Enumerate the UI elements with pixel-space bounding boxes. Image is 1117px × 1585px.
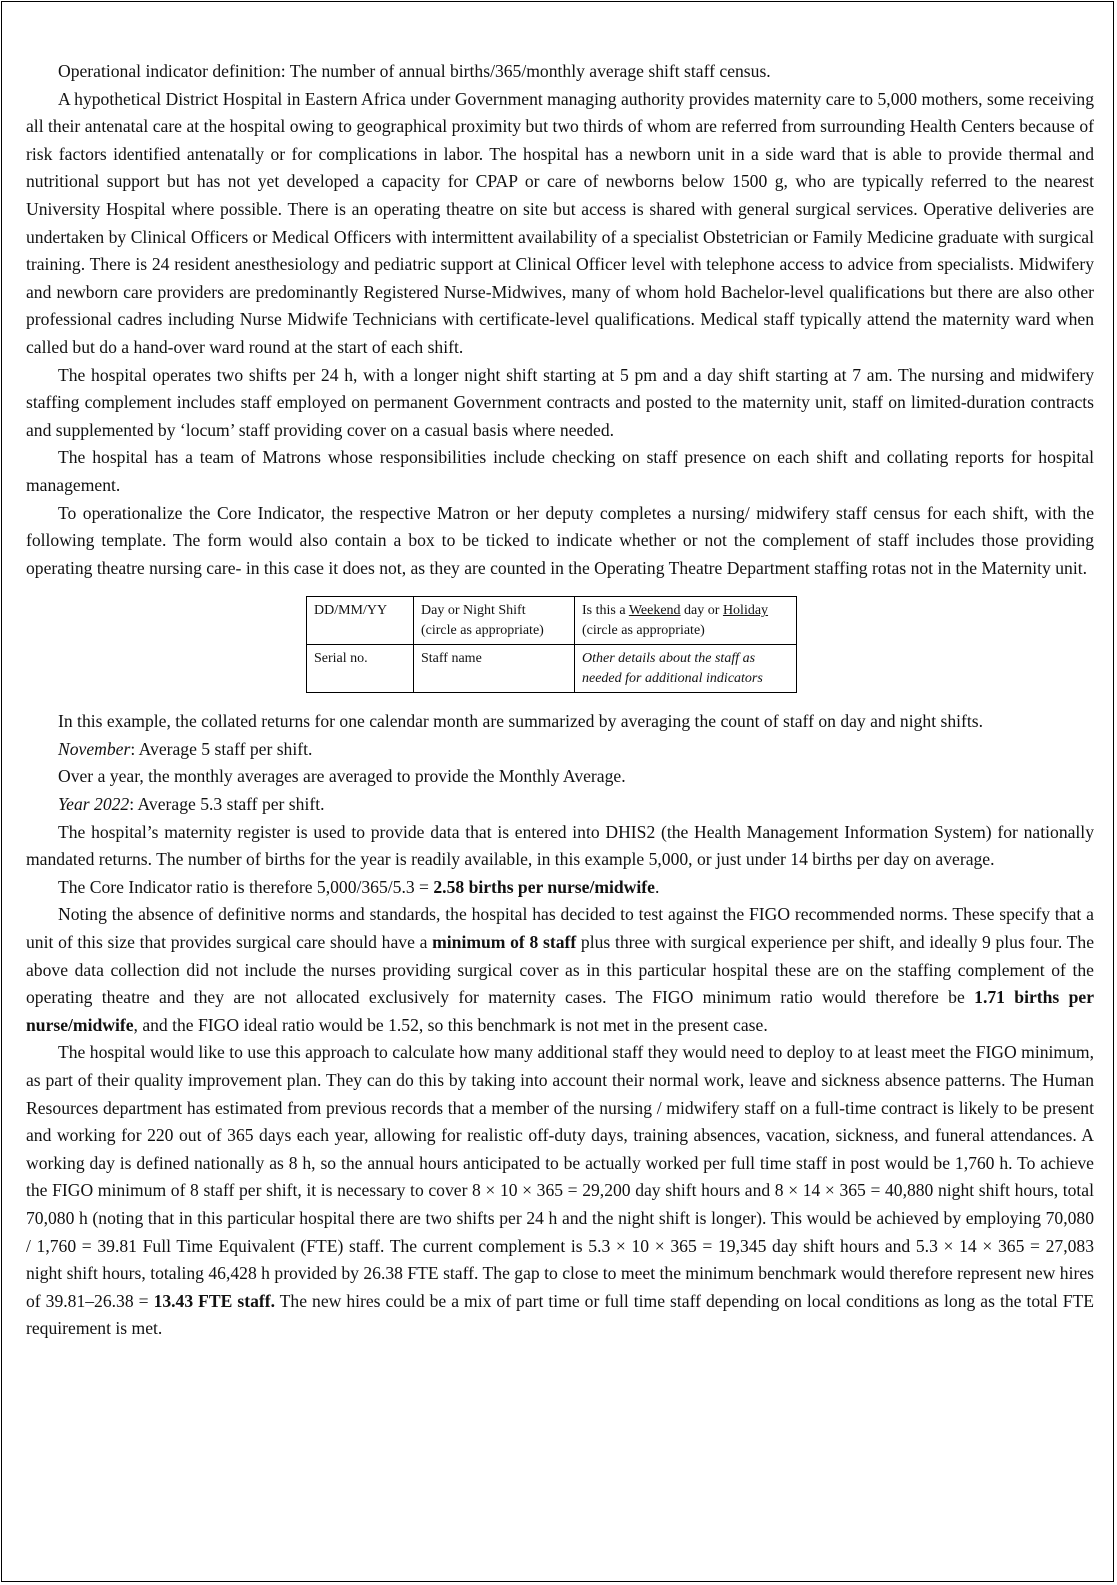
paragraph-collated-returns: In this example, the collated returns for one calendar month are summarized by averaging the count of staff on day and night shifts. bbox=[58, 711, 984, 732]
other-details-line1: Other details about the staff as bbox=[582, 651, 756, 667]
figo-minimum-staff: minimum of 8 staff bbox=[432, 932, 577, 953]
table-row bbox=[307, 645, 797, 693]
fte-gap-result: 13.43 FTE staff. bbox=[153, 1290, 275, 1311]
serial-label: Serial no. bbox=[314, 651, 368, 667]
year-value: : Average 5.3 staff per shift. bbox=[129, 794, 325, 815]
weekend-word: Weekend bbox=[628, 603, 681, 619]
weekend-holiday-cell bbox=[575, 597, 797, 645]
fte-text-a: The hospital would like to use this approach to calculate how many additional staff they would need to deploy to at least meet the FIGO minimum, as part of their quality improvement plan. They can do this by taking into account their normal work, leave and sickness absence patterns. The Human Resources department has estimated from previous records that a member of the nursing / midwifery staff on a full-time contract is likely to be present and working for 220 out of 365 days each year, allowing for realistic off-duty days, training absences, vacation, sickness, and funeral attendances. A working day is defined nationally as 8 h, so the annual hours anticipated to be actually worked per full time staff in post would be 1,760 h. To achieve the FIGO minimum of 8 staff per shift, it is necessary to cover 8 × 10 × 365 = 29,200 day shift hours and 8 × 14 × 365 = 40,880 night shift hours, total 70,080 h (noting that in this particular hospital there are two shifts per 24 h and the night shift is longer). This would be achieved by employing 70,080 / 1,760 = 39.81 Full Time Equivalent (FTE) staff. The current complement is 5.3 × 10 × 365 = 19,345 day shift hours and 5.3 × 14 × 365 = 27,083 night shift hours, totaling 46,428 h provided by 26.38 FTE staff. The gap to close to meet the minimum benchmark would therefore represent new hires of 39.81–26.38 = bbox=[26, 1042, 1094, 1311]
year-label: Year 2022 bbox=[58, 794, 130, 815]
staff-name-cell bbox=[414, 645, 575, 693]
ratio-result: 2.58 births per nurse/midwife bbox=[433, 876, 655, 897]
november-label: November bbox=[58, 738, 131, 759]
document-page bbox=[1, 1, 1114, 1582]
weekend-prefix: Is this a bbox=[582, 603, 629, 619]
holiday-word: Holiday bbox=[722, 603, 769, 619]
paragraph-hospital-description: A hypothetical District Hospital in Eastern Africa under Government managing authority provides maternity care to 5,000 mothers, some receiving all their antenatal care at the hospital owing to geographical proximity but two thirds of whom are referred from surrounding Health Centers because of risk factors identified antenatally or for complications in labor. The hospital has a newborn unit in a side ward that is able to provide thermal and nutritional support but has not yet developed a capacity for CPAP or care of newborns below 1500 g, who are typically referred to the nearest University Hospital where possible. There is an operating theatre on site but access is shared with general surgical services. Operative deliveries are undertaken by Clinical Officers or Medical Officers with intermittent availability of a specialist Obstetrician or Family Medicine graduate with surgical training. There is 24 resident anesthesiology and pediatric support at Clinical Officer level with telephone access to advice from specialists. Midwifery and newborn care providers are predominantly Registered Nurse-Midwives, many of whom hold Bachelor-level qualifications but there are also other professional cadres including Nurse Midwife Technicians with certificate-level qualifications. Medical staff typically attend the maternity ward when called but do a hand-over ward round at the start of each shift. bbox=[26, 88, 1094, 357]
november-value: : Average 5 staff per shift. bbox=[130, 738, 313, 759]
figo-text-c: plus three with surgical experience per shift, and ideally 9 plus four. The above data collection did not include the nurses providing surgical cover as in this particular hospital these are on the staffing complement of the operating theatre and they are not allocated exclusively for maternity cases. The FIGO minimum ratio would therefore be bbox=[26, 932, 1095, 1008]
date-cell bbox=[307, 597, 414, 645]
figo-text-e: , and the FIGO ideal ratio would be 1.52, so this benchmark is not met in the present case. bbox=[133, 1014, 768, 1035]
shift-instruction: (circle as appropriate) bbox=[421, 623, 544, 639]
paragraph-core-indicator-ratio bbox=[26, 874, 1094, 902]
date-label: DD/MM/YY bbox=[314, 603, 388, 619]
other-details-line2: needed for additional indicators bbox=[582, 671, 763, 687]
paragraph-year bbox=[26, 791, 1094, 819]
paragraph-figo-norms bbox=[26, 901, 1094, 1039]
figo-minimum-ratio: 1.71 births per nurse/midwife bbox=[26, 987, 1095, 1035]
shift-label: Day or Night Shift bbox=[421, 603, 526, 619]
table-row bbox=[307, 597, 797, 645]
paragraph-operationalize: To operationalize the Core Indicator, the respective Matron or her deputy completes a nursing/ midwifery staff census for each shift, with the following template. The form would also contain a box to be ticked to indicate whether or not the complement of staff includes those providing operating theatre nursing care- in this case it does not, as they are counted in the Operating Theatre Department staffing rotas not in the Maternity unit. bbox=[26, 502, 1094, 578]
weekend-mid: day or bbox=[680, 603, 723, 619]
figo-text-a: Noting the absence of definitive norms and standards, the hospital has decided to test against the FIGO recommended norms. These specify that a unit of this size that provides surgical care should have a bbox=[26, 904, 1094, 953]
other-details-cell bbox=[575, 645, 797, 693]
weekend-instruction: (circle as appropriate) bbox=[582, 623, 705, 639]
paragraph-fte-calculation bbox=[26, 1039, 1094, 1343]
paragraph-matrons: The hospital has a team of Matrons whose responsibilities include checking on staff presence on each shift and collating reports for hospital management. bbox=[26, 447, 1094, 495]
serial-cell bbox=[307, 645, 414, 693]
fte-text-c: The new hires could be a mix of part time or full time staff depending on local conditions as long as the total FTE requirement is met. bbox=[26, 1290, 1094, 1339]
paragraph-shifts: The hospital operates two shifts per 24 h, with a longer night shift starting at 5 pm and a day shift starting at 7 am. The nursing and midwifery staffing complement includes staff employed on permanent Government contracts and posted to the maternity unit, staff on limited-duration contracts and supplemented by ‘locum’ staff providing cover on a casual basis where needed. bbox=[26, 364, 1094, 440]
ratio-text: The Core Indicator ratio is therefore 5,000/365/5.3 = bbox=[58, 876, 434, 897]
paragraph-maternity-register: The hospital’s maternity register is used to provide data that is entered into DHIS2 (the Health Management Information System) for nationally mandated returns. The number of births for the year is readily available, in this example 5,000, or just under 14 births per day on average. bbox=[26, 821, 1094, 870]
paragraph-indicator-definition: Operational indicator definition: The number of annual births/365/monthly average shift staff census. bbox=[58, 61, 771, 81]
shift-cell bbox=[414, 597, 575, 645]
document-body bbox=[26, 58, 1094, 1343]
census-form-wrapper bbox=[26, 582, 1094, 708]
staff-census-template-table bbox=[306, 596, 797, 693]
staff-name-label: Staff name bbox=[421, 651, 482, 667]
ratio-end: . bbox=[654, 876, 660, 897]
paragraph-november bbox=[26, 736, 1094, 764]
paragraph-monthly-average: Over a year, the monthly averages are averaged to provide the Monthly Average. bbox=[58, 766, 626, 787]
